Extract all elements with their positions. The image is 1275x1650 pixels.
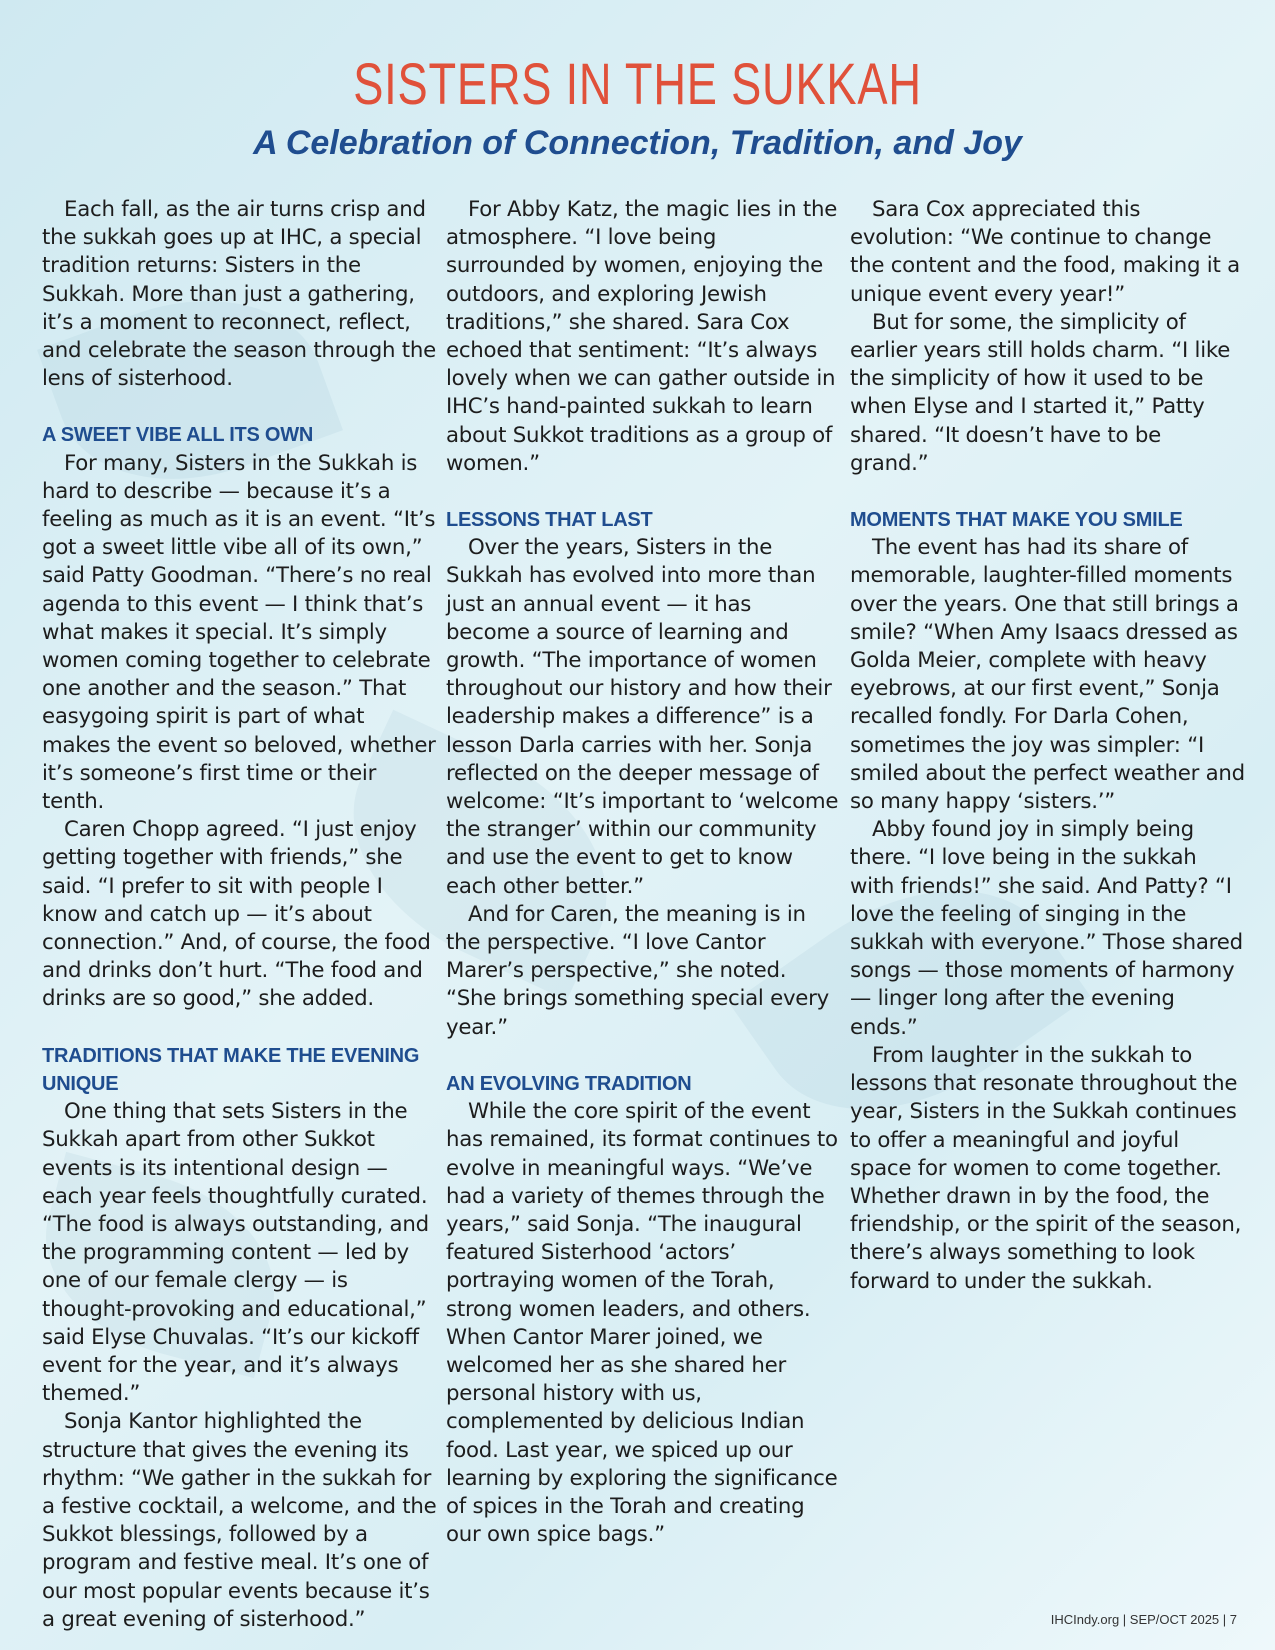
paragraph: And for Caren, the meaning is in the perspective. “I love Cantor Marer’s perspective,” she noted. “She brings something special every year.”	[446, 901, 830, 1040]
paragraph: Over the years, Sisters in the Sukkah has evolved into more than just an annual event — it has become a source of learning and growth. “The importance of women throughout our history and how their leadership makes a difference” is a lesson Darla carries with her. Sonja reflected on the deeper message of welcome: “It’s important to ‘welcome the stranger’ within our community and use the event to get to know each other better.”	[446, 535, 839, 899]
page-subtitle: A Celebration of Connection, Tradition, and Joy	[253, 124, 1022, 162]
section-heading: AN EVOLVING TRADITION	[446, 1072, 692, 1095]
article-column-1	[42, 196, 437, 1634]
paragraph: From laughter in the sukkah to lessons that resonate throughout the year, Sisters in the Sukkah continues to offer a meaningful and joyful space for women to come together. Whether drawn in by the food, the friendship, or the spirit of the season, there’s always something to look forward to under the sukkah.	[850, 1042, 1242, 1294]
paragraph: Sara Cox appreciated this evolution: “We continue to change the content and the food, making it a unique event every year!”	[850, 197, 1240, 307]
paragraph: Sonja Kantor highlighted the structure that gives the evening its rhythm: “We gather in the sukkah for a festive cocktail, a welcome, and the Sukkot blessings, followed by a program and festive meal. It’s one of our most popular events because it’s a great evening of sisterhood.”	[42, 1409, 437, 1632]
paragraph: One thing that sets Sisters in the Sukkah apart from other Sukkot events is its intentional design — each year feels thoughtfully curated. “The food is always outstanding, and the programming content — led by one of our female clergy — is thought-provoking and educational,” said Elyse Chuvalas. “It’s our kickoff event for the year, and it’s always themed.”	[42, 1099, 429, 1407]
page-footer: IHCIndy.org | SEP/OCT 2025 | 7	[1050, 1612, 1237, 1627]
section-heading: TRADITIONS THAT MAKE THE EVENING UNIQUE	[42, 1044, 420, 1095]
paragraph: For Abby Katz, the magic lies in the atmosphere. “I love being surrounded by women, enjoying the outdoors, and exploring Jewish traditions,” she shared. Sara Cox echoed that sentiment: “It’s always lovely when we can gather outside in IHC’s hand-painted sukkah to learn about Sukkot traditions as a group of women.”	[446, 197, 838, 476]
paragraph: For many, Sisters in the Sukkah is hard to describe — because it’s a feeling as much as it is an event. “It’s got a sweet little vibe all of its own,” said Patty Goodman. “There’s no real agenda to this event — I think that’s what makes it special. It’s simply women coming together to celebrate one another and the season.” That easygoing spirit is part of what makes the event so beloved, whether it’s someone’s first time or their tenth.	[42, 450, 436, 815]
section-heading: A SWEET VIBE ALL ITS OWN	[42, 424, 314, 447]
section-heading: MOMENTS THAT MAKE YOU SMILE	[850, 509, 1183, 532]
paragraph: Abby found joy in simply being there. “I love being in the sukkah with friends!” she said. And Patty? “I love the feeling of singing in the sukkah with everyone.” Those shared songs — those moments of harmony — linger long after the evening ends.”	[850, 817, 1243, 1040]
section-heading: LESSONS THAT LAST	[446, 509, 653, 532]
article-column-2	[446, 196, 841, 1549]
paragraph: But for some, the simplicity of earlier years still holds charm. “I like the simplicity of how it used to be when Elyse and I started it,” Patty shared. “It doesn’t have to be grand.”	[850, 309, 1231, 476]
paragraph: Caren Chopp agreed. “I just enjoy getting together with friends,” she said. “I prefer to sit with people I know and catch up — it’s about connection.” And, of course, the food and drinks don’t hurt. “The food and drinks are so good,” she added.	[42, 817, 431, 1012]
paragraph: While the core spirit of the event has remained, its format continues to evolve in meaningful ways. “We’ve had a variety of themes through the years,” said Sonja. “The inaugural featured Sisterhood ‘actors’ portraying women of the Torah, strong women leaders, and others. When Cantor Marer joined, we welcomed her as she shared her personal history with us, complemented by delicious Indian food. Last year, we spiced up our learning by exploring the significance of spices in the Torah and creating our own spice bags.”	[446, 1099, 838, 1548]
article-column-3	[850, 196, 1245, 1296]
intro-paragraph: Each fall, as the air turns crisp and the sukkah goes up at IHC, a special tradition returns: Sisters in the Sukkah. More than just a gathering, it’s a moment to reconnect, reflect, and celebrate the season through the lens of sisterhood.	[42, 197, 436, 392]
page-title: SISTERS IN THE SUKKAH	[353, 52, 922, 117]
paragraph: The event has had its share of memorable, laughter-filled moments over the years. One that still brings a smile? “When Amy Isaacs dressed as Golda Meier, complete with heavy eyebrows, at our first event,” Sonja recalled fondly. For Darla Cohen, sometimes the joy was simpler: “I smiled about the perfect weather and so many happy ‘sisters.’”	[850, 535, 1245, 815]
